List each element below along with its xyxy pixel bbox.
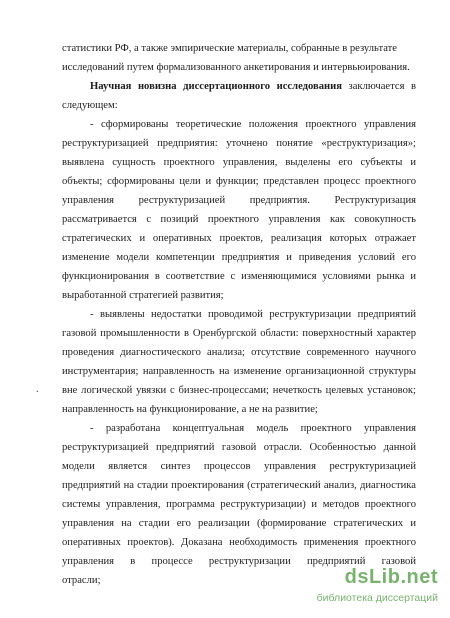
text-line: объекты; сформированы цели и функции; представлен процесс проектного: [62, 176, 416, 187]
text-line: - сформированы теоретические положения проектного управления: [90, 119, 416, 130]
text-line: функционирования в соответствие с изменяющимися условиями рынка и: [62, 271, 416, 282]
text-line: отрасли;: [62, 575, 101, 586]
text-line: инструментария; направленность на изменение организационной структуры: [62, 366, 416, 377]
text-line: изменение модели компетенции предприятия и приведения условий его: [62, 252, 416, 263]
text-line: статистики РФ, а также эмпирические материалы, собранные в результате: [62, 43, 397, 54]
text-line: оперативных проектов). Доказана необходимость применения проектного: [62, 537, 416, 548]
text-line: модели является синтез процессов управления реструктуризацией: [62, 461, 416, 472]
novelty-heading: Научная новизна диссертационного исследования: [90, 81, 342, 92]
text-line: системы управления, программа реструктуризации) и методов проектного: [62, 499, 416, 510]
text-line: управления в процессе реструктуризации предприятий газовой: [62, 556, 416, 567]
text-line: - разработана концептуальная модель проектного управления: [90, 423, 416, 434]
text-line: выработанной стратегией развития;: [62, 290, 224, 301]
text-line: управления на стадии его реализации (формирование стратегических и: [62, 518, 416, 529]
text-line: выявлена сущность проектного управления, выделены его субъекты и: [62, 157, 416, 168]
text-line: стратегических и оперативных проектов, реализация которых отражает: [62, 233, 416, 244]
margin-mark: .: [36, 384, 39, 395]
text-line: реструктуризацией предприятия: уточнено понятие «реструктуризация»;: [62, 138, 416, 149]
text-line: - выявлены недостатки проводимой реструктуризации предприятий: [90, 309, 416, 320]
text-line-novelty: [90, 80, 416, 94]
text-line: управления реструктуризацией предприятия. Реструктуризация: [62, 195, 416, 206]
text-line: исследований путем формализованного анкетирования и интервьюирования.: [62, 62, 410, 73]
text-line: предприятий на стадии проектирования (стратегический анализ, диагностика: [62, 480, 416, 491]
watermark: [300, 566, 442, 610]
novelty-heading-rest: заключается в: [348, 81, 416, 92]
text-line: вне логической увязки с бизнес-процессами; нечеткость целевых установок;: [62, 385, 416, 396]
text-line: газовой промышленности в Оренбургской области: поверхностный характер: [62, 328, 416, 339]
text-line: направленность на функционирование, а не на развитие;: [62, 404, 318, 415]
text-line: проведения диагностического анализа; отсутствие современного научного: [62, 347, 416, 358]
text-line: следующем:: [62, 100, 118, 111]
text-line: реструктуризацией предприятий газовой отрасли. Особенностью данной: [62, 442, 416, 453]
watermark-logo: dsLib.net: [344, 566, 438, 588]
text-line: рассматривается с позиций проектного управления как совокупность: [62, 214, 416, 225]
watermark-subtitle: библиотека диссертаций: [316, 592, 438, 604]
